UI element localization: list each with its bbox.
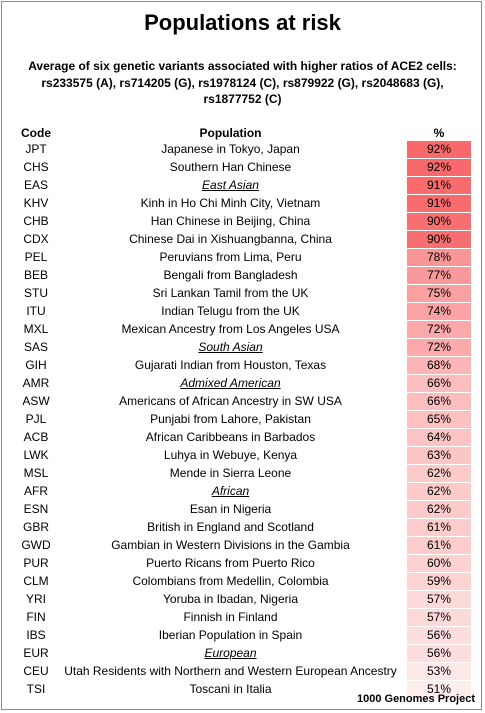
row-region-name: South Asian <box>198 340 263 354</box>
table-row <box>18 465 471 483</box>
table-row <box>18 591 471 609</box>
table-row <box>18 447 471 465</box>
row-population: African Caribbeans in Barbados <box>145 430 316 444</box>
row-code: CHB <box>23 214 49 228</box>
table-row <box>18 213 471 231</box>
row-code: CEU <box>23 664 49 678</box>
row-code: MSL <box>23 466 49 480</box>
table-row <box>18 159 471 177</box>
row-region-name: European <box>204 646 257 660</box>
row-region-name: Admixed American <box>180 376 281 390</box>
table-row <box>18 519 471 537</box>
row-code: FIN <box>26 610 46 624</box>
table-body <box>18 141 471 699</box>
table-row <box>18 141 471 159</box>
row-code: AFR <box>24 484 48 498</box>
table-row <box>18 339 471 357</box>
table-row <box>18 393 471 411</box>
row-code: LWK <box>23 448 49 462</box>
row-code: BEB <box>23 268 48 282</box>
row-code: ESN <box>23 502 49 516</box>
row-code: PJL <box>25 412 47 426</box>
chart-subtitle: Average of six genetic variants associated with higher ratios of ACE2 cells: rs233575 (A), rs714205 (G), rs1978124 (C), rs879922 (G), rs2048683 (G), rs1877752 (C) <box>28 59 457 106</box>
row-percent-cell: 62% <box>407 483 471 501</box>
row-population: Luhya in Webuye, Kenya <box>163 448 298 462</box>
row-code: EUR <box>23 646 49 660</box>
table-row <box>18 375 471 393</box>
row-population: Mende in Sierra Leone <box>169 466 292 480</box>
table-row <box>18 321 471 339</box>
table-row <box>18 627 471 645</box>
row-percent-cell: 72% <box>407 339 471 357</box>
row-code: YRI <box>25 592 46 606</box>
row-population: Punjabi from Lahore, Pakistan <box>150 412 311 426</box>
row-percent-cell: 72% <box>407 321 471 339</box>
table-row <box>18 501 471 519</box>
row-population: British in England and Scotland <box>147 520 314 534</box>
row-percent-cell: 61% <box>407 519 471 537</box>
row-percent-cell: 57% <box>407 609 471 627</box>
row-percent-cell: 57% <box>407 591 471 609</box>
header-row <box>18 124 471 141</box>
table-row <box>18 645 471 663</box>
row-population: Bengali from Bangladesh <box>163 268 298 282</box>
table-row <box>18 537 471 555</box>
row-population: Americans of African Ancestry in SW USA <box>119 394 342 408</box>
row-population: Mexican Ancestry from Los Angeles USA <box>121 322 340 336</box>
table-row <box>18 231 471 249</box>
table-row <box>18 177 471 195</box>
row-code: ASW <box>22 394 50 408</box>
row-code: EAS <box>23 178 48 192</box>
table-row <box>18 411 471 429</box>
column-header-percent: % <box>433 125 445 140</box>
row-population: Utah Residents with Northern and Western European Ancestry <box>64 664 397 678</box>
row-percent-cell: 77% <box>407 267 471 285</box>
row-population: Indian Telugu from the UK <box>161 304 300 318</box>
table-row <box>18 285 471 303</box>
row-region-name: East Asian <box>202 178 259 192</box>
row-code: MXL <box>23 322 49 336</box>
row-percent-cell: 92% <box>407 159 471 177</box>
row-population: Southern Han Chinese <box>169 160 292 174</box>
row-code: JPT <box>25 142 47 157</box>
row-code: PEL <box>24 250 48 264</box>
row-percent-cell: 59% <box>407 573 471 591</box>
row-percent-cell: 91% <box>407 195 471 213</box>
populations-table <box>18 124 471 699</box>
row-code: ACB <box>23 430 49 444</box>
chart-title: Populations at risk <box>144 10 341 35</box>
row-code: GWD <box>21 538 51 552</box>
source-footer: 1000 Genomes Project <box>356 693 475 705</box>
row-code: ITU <box>26 304 46 318</box>
row-percent-cell: 53% <box>407 663 471 681</box>
row-code: CHS <box>23 160 49 174</box>
row-percent-cell: 74% <box>407 303 471 321</box>
table-row <box>18 429 471 447</box>
row-population: Japanese in Tokyo, Japan <box>161 142 300 157</box>
row-region-name: African <box>211 484 250 498</box>
row-population: Peruvians from Lima, Peru <box>159 250 302 264</box>
row-percent-cell: 62% <box>407 501 471 519</box>
row-percent-cell: 65% <box>407 411 471 429</box>
row-percent-cell: 90% <box>407 231 471 249</box>
row-percent-cell: 62% <box>407 465 471 483</box>
row-code: GBR <box>22 520 49 534</box>
row-code: KHV <box>23 196 49 210</box>
row-population: Gujarati Indian from Houston, Texas <box>134 358 327 372</box>
row-percent-cell: 63% <box>407 447 471 465</box>
row-population: Finnish in Finland <box>183 610 278 624</box>
row-population: Kinh in Ho Chi Minh City, Vietnam <box>140 196 321 210</box>
row-code: CLM <box>23 574 49 588</box>
row-code: AMR <box>22 376 50 390</box>
row-percent-cell: 56% <box>407 645 471 663</box>
row-percent-cell: 68% <box>407 357 471 375</box>
row-percent-cell: 51% <box>407 681 471 699</box>
row-percent-cell: 60% <box>407 555 471 573</box>
row-population: Han Chinese in Beijing, China <box>150 214 311 228</box>
row-population: Chinese Dai in Xishuangbanna, China <box>129 232 332 246</box>
table-row <box>18 249 471 267</box>
column-header-population: Population <box>199 125 262 140</box>
row-percent-cell: 90% <box>407 213 471 231</box>
row-population: Sri Lankan Tamil from the UK <box>152 286 309 300</box>
row-percent-cell: 75% <box>407 285 471 303</box>
row-code: STU <box>24 286 48 300</box>
table-row <box>18 357 471 375</box>
row-code: IBS <box>26 628 46 642</box>
row-population: Toscani in Italia <box>189 682 272 696</box>
row-percent-cell: 66% <box>407 375 471 393</box>
table-row <box>18 483 471 501</box>
table-row <box>18 195 471 213</box>
row-code: GIH <box>25 358 47 372</box>
row-percent-cell: 91% <box>407 177 471 195</box>
row-code: CDX <box>23 232 49 246</box>
table-row <box>18 555 471 573</box>
row-population: Colombians from Medellin, Colombia <box>132 574 329 588</box>
row-population: Esan in Nigeria <box>189 502 272 516</box>
row-population: Puerto Ricans from Puerto Rico <box>146 556 315 570</box>
row-code: PUR <box>23 556 49 570</box>
row-code: SAS <box>23 340 48 354</box>
row-population: Iberian Population in Spain <box>158 628 303 642</box>
row-percent-cell: 78% <box>407 249 471 267</box>
row-percent-cell: 66% <box>407 393 471 411</box>
row-percent-cell: 61% <box>407 537 471 555</box>
row-code: TSI <box>26 682 46 696</box>
table-row <box>18 267 471 285</box>
table-row <box>18 609 471 627</box>
row-population: Yoruba in Ibadan, Nigeria <box>163 592 298 606</box>
table-row <box>18 303 471 321</box>
table-row <box>18 573 471 591</box>
row-percent-cell: 56% <box>407 627 471 645</box>
table-row <box>18 663 471 681</box>
row-population: Gambian in Western Divisions in the Gambia <box>111 538 350 552</box>
column-header-code: Code <box>21 125 51 140</box>
row-percent-cell: 64% <box>407 429 471 447</box>
row-percent-cell: 92% <box>407 141 471 159</box>
